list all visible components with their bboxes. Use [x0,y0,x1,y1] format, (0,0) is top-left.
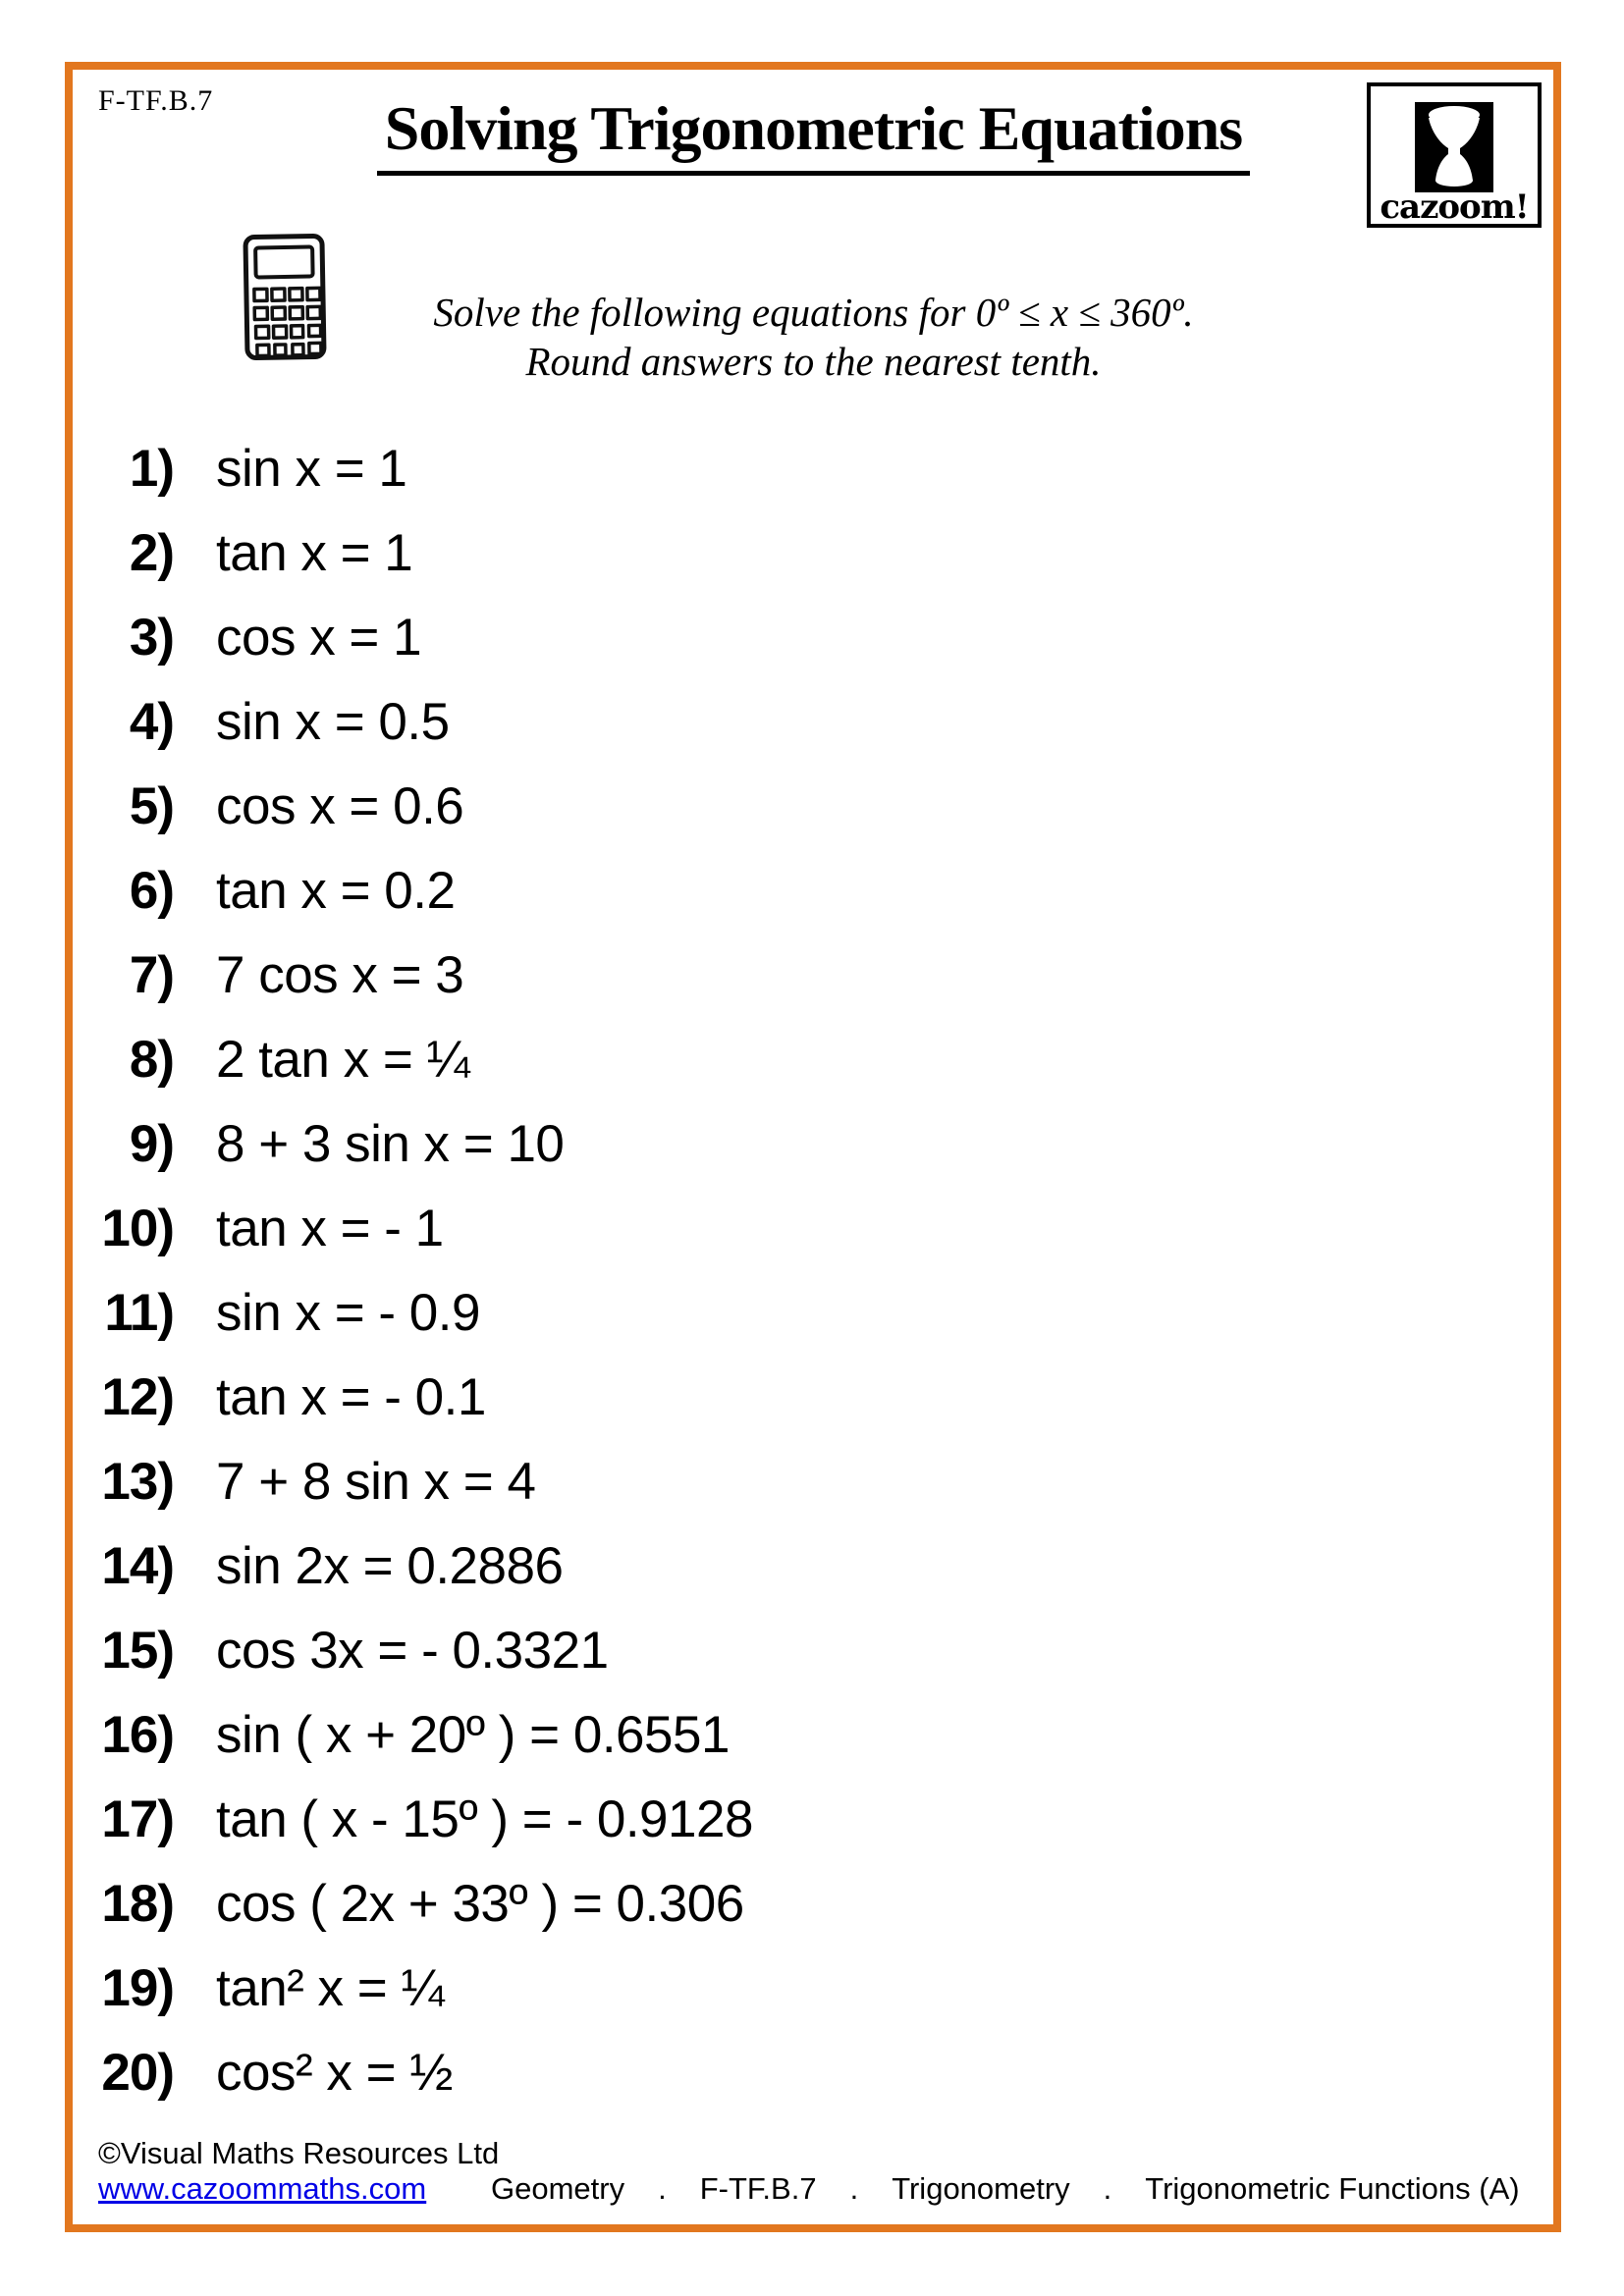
problem-equation: sin x = 0.5 [216,692,450,751]
problem-equation: tan ( x - 15º ) = - 0.9128 [216,1789,753,1848]
problem-equation: tan x = - 0.1 [216,1367,486,1426]
problem-row [95,595,753,679]
problem-equation: 7 cos x = 3 [216,945,464,1004]
problem-row [95,1355,753,1439]
problem-number: 18) [101,1874,174,1933]
cazoom-logo [1367,82,1542,228]
breadcrumb-part: . [849,2171,859,2206]
problem-equation: cos x = 1 [216,608,422,667]
problem-equation: tan x = - 1 [216,1199,444,1257]
problem-row [95,848,753,933]
djembe-drum-icon [1415,102,1493,192]
problem-number: 19) [101,1958,174,2017]
problem-row [95,1523,753,1608]
problem-row [95,1101,753,1186]
problem-row [95,679,753,764]
breadcrumb-part: . [1103,2171,1112,2206]
website-link[interactable]: www.cazoommaths.com [98,2171,427,2206]
copyright-text: ©Visual Maths Resources Ltd [98,2136,500,2170]
breadcrumb-part: Trigonometric Functions (A) [1145,2171,1520,2206]
problem-number: 8) [129,1030,174,1089]
breadcrumb-part: . [658,2171,667,2206]
problem-row [95,1017,753,1101]
problem-row [95,1692,753,1777]
problem-equation: 7 + 8 sin x = 4 [216,1452,536,1511]
problem-row [95,1439,753,1523]
problem-equation: tan x = 1 [216,523,413,582]
problem-equation: sin 2x = 0.2886 [216,1536,564,1595]
problem-equation: sin ( x + 20º ) = 0.6551 [216,1705,730,1764]
problem-equation: tan² x = ¼ [216,1958,445,2017]
logo-wordmark: cazoom! [1380,187,1529,227]
problem-equation: tan x = 0.2 [216,861,456,920]
problem-equation: cos² x = ½ [216,2043,453,2102]
problem-equation: 2 tan x = ¼ [216,1030,470,1089]
problem-row [95,426,753,510]
problem-number: 2) [129,523,174,582]
problem-row [95,933,753,1017]
problem-number: 6) [129,861,174,920]
problem-number: 10) [101,1199,174,1257]
problem-row [95,1608,753,1692]
problem-number: 4) [129,692,174,751]
problem-number: 7) [129,945,174,1004]
footer-breadcrumb [491,2171,1537,2207]
breadcrumb-part: F-TF.B.7 [699,2171,817,2206]
instructions [74,288,1553,386]
standard-code-label: F-TF.B.7 [98,84,214,117]
problem-number: 1) [129,439,174,498]
problem-number: 13) [101,1452,174,1511]
problem-number: 15) [101,1621,174,1680]
breadcrumb-part: Trigonometry [892,2171,1070,2206]
problem-equation: cos ( 2x + 33º ) = 0.306 [216,1874,744,1933]
problem-row [95,1946,753,2030]
problem-list [95,426,753,2114]
problem-number: 5) [129,776,174,835]
problem-number: 3) [129,608,174,667]
problem-equation: cos x = 0.6 [216,776,464,835]
instructions-line-1: Solve the following equations for 0º ≤ x ≤ 360º. [433,290,1194,335]
problem-number: 12) [101,1367,174,1426]
problem-number: 16) [101,1705,174,1764]
problem-row [95,1861,753,1946]
problem-row [95,2030,753,2114]
problem-number: 9) [129,1114,174,1173]
breadcrumb-part: Geometry [491,2171,625,2206]
problem-number: 11) [104,1283,174,1342]
title-wrap [74,92,1553,176]
problem-number: 14) [101,1536,174,1595]
problem-equation: 8 + 3 sin x = 10 [216,1114,565,1173]
problem-row [95,1270,753,1355]
problem-equation: cos 3x = - 0.3321 [216,1621,609,1680]
problem-number: 20) [101,2043,174,2102]
page-title: Solving Trigonometric Equations [377,92,1250,176]
problem-equation: sin x = 1 [216,439,407,498]
problem-number: 17) [101,1789,174,1848]
problem-row [95,1186,753,1270]
problem-equation: sin x = - 0.9 [216,1283,480,1342]
problem-row [95,764,753,848]
problem-row [95,510,753,595]
instructions-line-2: Round answers to the nearest tenth. [525,339,1102,384]
problem-row [95,1777,753,1861]
